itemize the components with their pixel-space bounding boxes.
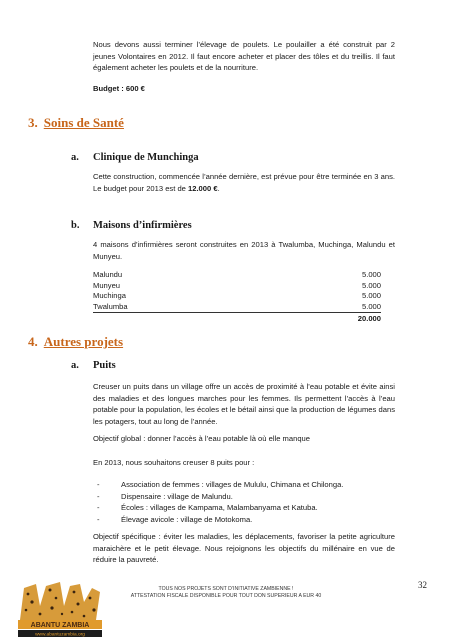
table-place: Malundu — [93, 270, 123, 279]
bullet-dash: - — [97, 503, 100, 513]
subheading-title: Clinique de Munchinga — [93, 152, 199, 163]
list-item — [93, 514, 393, 526]
subheading-letter: a. — [71, 152, 79, 163]
table-total-row — [93, 313, 381, 324]
subheading-nurses — [71, 220, 192, 231]
list-item — [93, 502, 393, 514]
bullet-dash: - — [97, 480, 100, 489]
subheading-title: Maisons d’infirmières — [93, 220, 192, 231]
footer-line: ATTESTATION FISCALE DISPONIBLE POUR TOUT DON SUPERIEUR A EUR 40 — [130, 593, 322, 600]
table-amount: 5.000 — [361, 301, 381, 311]
section-title: Soins de Santé — [43, 115, 124, 130]
section-number: 4. — [28, 334, 38, 349]
wells-specific-objective: Objectif spécifique : éviter les maladies, les déplacements, favoriser la petite agriculture maraichère et le petit élevage. Nous rejoignons les objectifs du millénaire en vue de réduire la pauvreté. — [93, 532, 395, 565]
wells-bullet-list — [93, 479, 393, 525]
bullet-dash: - — [97, 514, 100, 524]
subheading-letter: a. — [71, 360, 79, 371]
table-row — [93, 281, 381, 292]
page-number: 32 — [418, 580, 427, 590]
clinic-text: Cette construction, commencée l’année dernière, est prévue pour être terminée en 3 ans. Le budget pour 2013 est de — [93, 172, 395, 193]
table-place: Twalumba — [93, 301, 128, 311]
section-heading-health — [28, 115, 124, 131]
bullet-text: Élevage avicole : village de Motokoma. — [121, 514, 253, 524]
section-title: Autres projets — [43, 334, 124, 349]
poultry-budget: Budget : 600 € — [93, 84, 145, 93]
table-row — [93, 291, 381, 302]
subheading-letter: b. — [71, 220, 80, 231]
bullet-text: Association de femmes : villages de Mululu, Chimana et Chilonga. — [121, 480, 344, 489]
subheading-wells — [71, 360, 116, 371]
page-footer — [120, 586, 332, 601]
wells-global-objective: Objectif global : donner l’accès à l’eau potable là où elle manque — [93, 434, 310, 443]
section-number: 3. — [28, 115, 38, 130]
table-amount: 5.000 — [361, 280, 381, 290]
list-item — [93, 479, 393, 491]
poultry-paragraph: Nous devons aussi terminer l’élevage de poulets. Le poulailler a été construit par 2 jeunes Volontaires en 2012. Il faut encore acheter et placer des tôles et du treillis. Il faut également acheter les poulets et de la nourriture. — [93, 40, 395, 73]
table-row — [93, 270, 381, 281]
nurses-budget-table — [93, 270, 381, 324]
clinic-amount: 12.000 € — [188, 183, 218, 193]
wells-intro-2013: En 2013, nous souhaitons creuser 8 puits pour : — [93, 458, 255, 467]
table-row — [93, 302, 381, 314]
table-total: 20.000 — [357, 314, 381, 324]
subheading-clinic — [71, 152, 199, 163]
table-place: Munyeu — [93, 280, 121, 290]
table-amount: 5.000 — [361, 270, 381, 279]
clinic-paragraph — [93, 171, 395, 194]
wells-paragraph: Creuser un puits dans un village offre un accès de proximité à l’eau potable et évite ainsi des maladies et des longues marches pour les femmes. Ils permettent l’accès à l’eau potable pour la population, les écoles et le bétail ainsi que la production de légumes dans les potagers, tout au long de l’année. — [93, 382, 395, 426]
table-place: Muchinga — [93, 291, 126, 301]
section-heading-other-projects — [28, 334, 123, 350]
bullet-text: Dispensaire : village de Malundu. — [121, 491, 233, 501]
subheading-title: Puits — [93, 360, 116, 371]
table-amount: 5.000 — [361, 291, 381, 301]
clinic-text-end: . — [217, 183, 220, 193]
footer-line: TOUS NOS PROJETS SONT D’INITIATIVE ZAMBIENNE ! — [158, 586, 294, 592]
bullet-dash: - — [97, 491, 100, 501]
bullet-text: Écoles : villages de Kampama, Malambanyama et Katuba. — [121, 503, 318, 513]
logo-url: www.abantuzambia.org — [35, 632, 85, 638]
list-item — [93, 491, 393, 503]
nurses-paragraph: 4 maisons d’infirmières seront construites en 2013 à Twalumba, Muchinga, Malundu et Munyeu. — [93, 240, 395, 261]
logo-name: ABANTU ZAMBIA — [30, 622, 90, 629]
abantu-zambia-logo — [16, 576, 104, 638]
